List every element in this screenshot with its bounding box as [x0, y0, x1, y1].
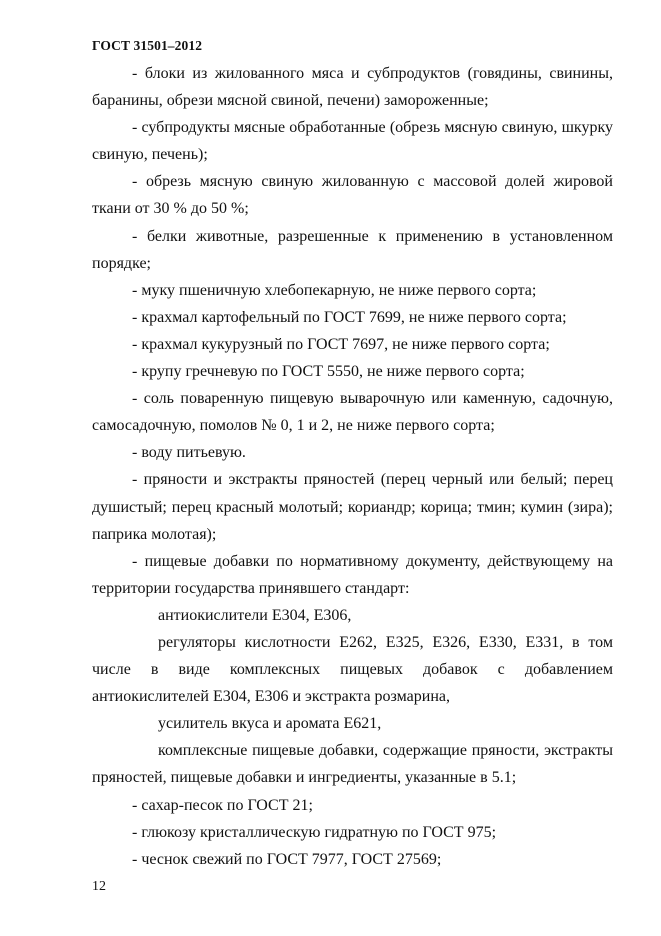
list-item: - крахмал картофельный по ГОСТ 7699, не ниже первого сорта;	[132, 308, 567, 326]
list-item: - чеснок свежий по ГОСТ 7977, ГОСТ 27569;	[132, 850, 442, 868]
list-item: - пищевые добавки по нормативному документу, действующему на территории государства принявшего стандарт:	[92, 552, 613, 597]
list-item: - белки животные, разрешенные к применению в установленном порядке;	[92, 227, 613, 272]
list-item: - субпродукты мясные обработанные (обрезь мясную свиную, шкурку свиную, печень);	[92, 119, 613, 164]
list-item: - крупу гречневую по ГОСТ 5550, не ниже первого сорта;	[132, 363, 525, 381]
list-item: - соль поваренную пищевую выварочную или каменную, садочную, самосадочную, помолов № 0, 1 и 2, не ниже первого сорта;	[92, 390, 613, 435]
sub-list-item: усилитель вкуса и аромата Е621,	[158, 715, 382, 733]
document-body	[92, 60, 613, 873]
list-item: - обрезь мясную свиную жилованную с массовой долей жировой ткани от 30 % до 50 %;	[92, 173, 613, 218]
document-header: ГОСТ 31501–2012	[92, 38, 203, 53]
list-item: - муку пшеничную хлебопекарную, не ниже первого сорта;	[132, 281, 537, 299]
list-item: - сахар-песок по ГОСТ 21;	[132, 796, 313, 814]
list-item: - крахмал кукурузный по ГОСТ 7697, не ниже первого сорта;	[132, 335, 550, 353]
page-number: 12	[92, 879, 106, 894]
list-item: - пряности и экстракты пряностей (перец черный или белый; перец душистый; перец красный молотый; кориандр; корица; тмин; кумин (зира); паприка молотая);	[92, 471, 613, 543]
list-item: - глюкозу кристаллическую гидратную по ГОСТ 975;	[132, 823, 497, 841]
list-item: - воду питьевую.	[132, 444, 246, 462]
sub-list-item: регуляторы кислотности Е262, Е325, Е326, Е330, Е331, в том числе в виде комплексных пищевых добавок с добавлением антиокислителей Е304, Е306 и экстракта розмарина,	[92, 633, 613, 706]
list-item: - блоки из жилованного мяса и субпродуктов (говядины, свинины, баранины, обрези мясной свиной, печени) замороженные;	[92, 65, 613, 110]
sub-list-item: комплексные пищевые добавки, содержащие пряности, экстракты пряностей, пищевые добавки и ингредиенты, указанные в 5.1;	[92, 742, 613, 787]
sub-list-item: антиокислители Е304, Е306,	[158, 606, 352, 624]
